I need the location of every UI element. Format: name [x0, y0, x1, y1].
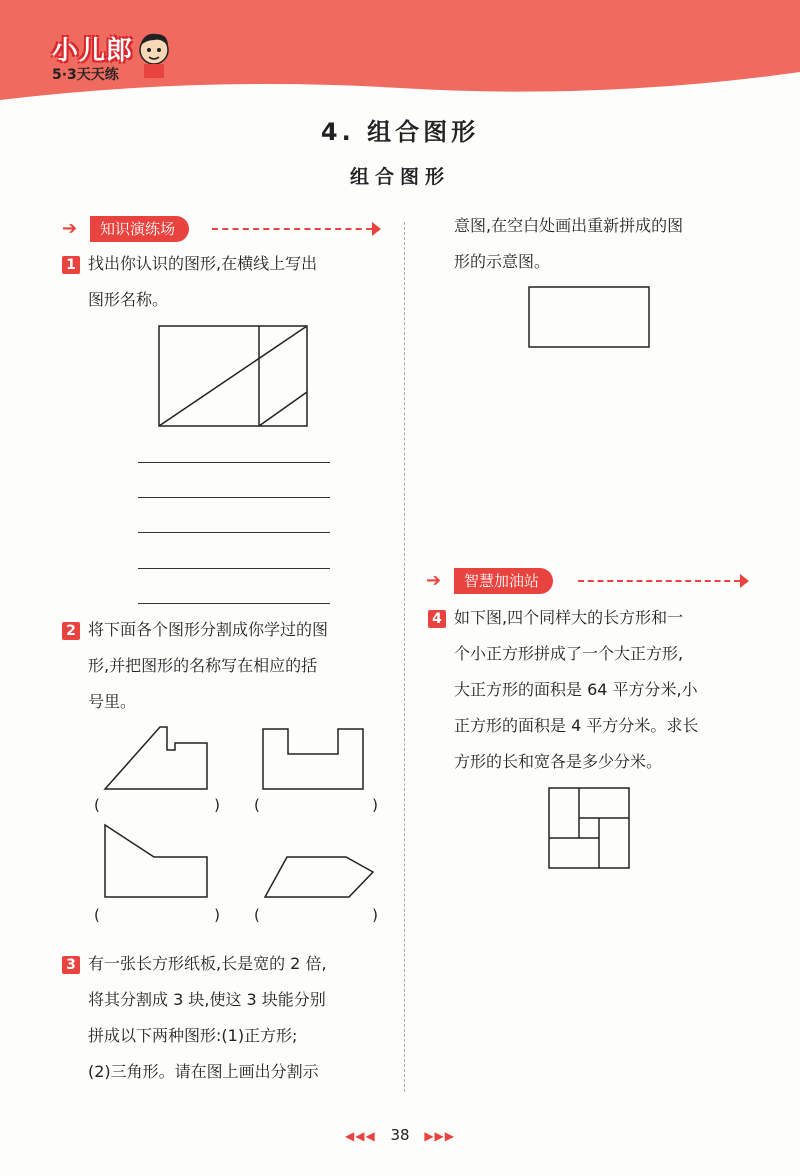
question-1-text-line-1: 找出你认识的图形,在横线上写出 — [88, 254, 318, 273]
answer-line-1[interactable] — [138, 462, 330, 463]
bracket-open: ( — [94, 906, 100, 924]
question-4-number: 4 — [428, 610, 446, 628]
arrow-icon — [372, 222, 381, 236]
bracket-open: ( — [94, 796, 100, 814]
bracket-close: ) — [372, 796, 378, 814]
question-3-text-line-3: 拼成以下两种图形:(1)正方形; — [88, 1026, 298, 1045]
bracket-close: ) — [372, 906, 378, 924]
runner-icon: ➔ — [62, 218, 78, 239]
question-2-text-line-1: 将下面各个图形分割成你学过的图 — [88, 620, 329, 639]
bracket-open: ( — [254, 906, 260, 924]
series-label: 5·3天天练 — [52, 67, 119, 83]
answer-bracket-3[interactable] — [94, 906, 220, 924]
question-2-number: 2 — [62, 622, 80, 640]
question-3-continued-line-1: 意图,在空白处画出重新拼成的图 — [454, 216, 684, 235]
challenge-section-label: 智慧加油站 — [454, 568, 553, 594]
question-4-text-line-2: 个小正方形拼成了一个大正方形, — [454, 644, 684, 663]
answer-bracket-1[interactable] — [94, 796, 220, 814]
question-3-text-line-2: 将其分割成 3 块,使这 3 块能分别 — [88, 990, 326, 1009]
next-arrows-icon: ▶▶▶ — [424, 1129, 456, 1143]
shape-trapezoid-notched — [104, 726, 208, 790]
answer-line-4[interactable] — [138, 568, 330, 569]
page-number: 38 — [390, 1126, 410, 1144]
runner-icon: ➔ — [426, 570, 442, 591]
question-4-text-line-3: 大正方形的面积是 64 平方分米,小 — [454, 680, 698, 699]
question-4-text-line-5: 方形的长和宽各是多少分米。 — [454, 752, 663, 771]
answer-line-5[interactable] — [138, 603, 330, 604]
question-1-number: 1 — [62, 256, 80, 274]
answer-bracket-2[interactable] — [254, 796, 378, 814]
challenge-section-banner — [426, 568, 750, 594]
practice-section-label: 知识演练场 — [90, 216, 189, 242]
question-1-figure — [158, 325, 308, 427]
question-2-text-line-2: 形,并把图形的名称写在相应的括 — [88, 656, 318, 675]
column-divider — [404, 222, 405, 1092]
mascot-icon — [134, 30, 174, 80]
brand-logo: 小儿郎 — [52, 36, 134, 66]
question-3-number: 3 — [62, 956, 80, 974]
question-3-rectangle — [528, 286, 650, 348]
answer-bracket-4[interactable] — [254, 906, 378, 924]
lesson-title: 组合图形 — [349, 166, 450, 188]
answer-line-3[interactable] — [138, 532, 330, 533]
shape-notched-rectangle — [262, 728, 364, 790]
shape-pentagon — [104, 824, 208, 898]
dashed-rule — [578, 580, 740, 582]
question-4-text-line-4: 正方形的面积是 4 平方分米。求长 — [454, 716, 699, 735]
question-3-text-line-4: (2)三角形。请在图上画出分割示 — [88, 1062, 319, 1081]
bracket-open: ( — [254, 796, 260, 814]
question-1-text-line-2: 图形名称。 — [88, 290, 169, 309]
practice-section-banner — [62, 216, 382, 242]
prev-arrows-icon: ◀◀◀ — [344, 1129, 376, 1143]
question-2-text-line-3: 号里。 — [88, 692, 137, 711]
page-footer — [0, 1126, 800, 1144]
arrow-icon — [740, 574, 749, 588]
chapter-title: 4. 组合图形 — [320, 118, 480, 146]
bracket-close: ) — [214, 906, 220, 924]
question-3-text-line-1: 有一张长方形纸板,长是宽的 2 倍, — [88, 954, 327, 973]
dashed-rule — [212, 228, 372, 230]
shape-irregular-hexagon — [264, 856, 374, 898]
question-4-pinwheel-square — [548, 787, 630, 869]
answer-line-2[interactable] — [138, 497, 330, 498]
question-3-continued-line-2: 形的示意图。 — [454, 252, 551, 271]
question-4-text-line-1: 如下图,四个同样大的长方形和一 — [454, 608, 684, 627]
bracket-close: ) — [214, 796, 220, 814]
